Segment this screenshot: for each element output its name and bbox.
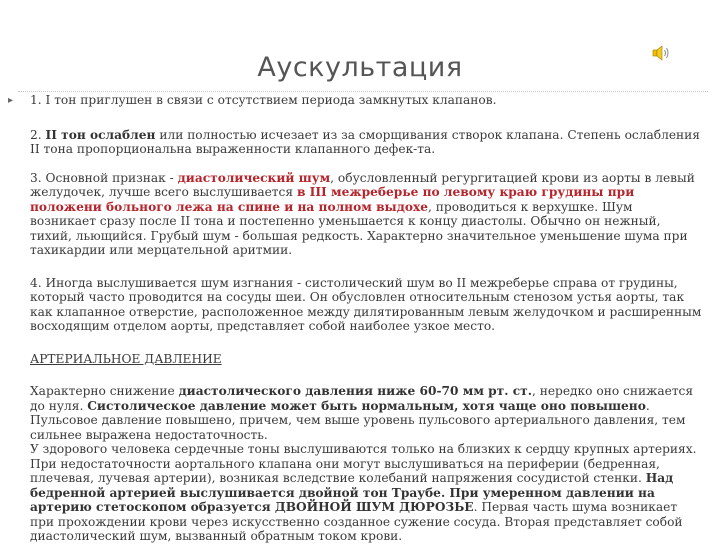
slide-content [30,93,702,544]
p3-lead: 3. Основной признак - [30,170,178,185]
p5-lead: Характерно снижение [30,384,179,398]
p6-lead: У здорового человека сердечные тоны выслушиваются только на близких к сердцу крупных артериях. При недостаточности аортального клапана они могут выслушиваться на периферии (бедренная, плечевая, лучевая артерии), возникая вследствие колебаний напряжения сосудистой стенки. [30,442,697,485]
section-heading-blood-pressure: АРТЕРИАЛЬНОЕ ДАВЛЕНИЕ [30,351,222,366]
p2-emphasis: II тон ослаблен [45,127,156,142]
p3-murmur-name: диастолический шум [177,170,331,185]
paragraph-diastolic-pressure [30,384,702,442]
p5-systolic: Систолическое давление может быть нормальным, хотя чаще оно повышено [87,398,646,413]
p6-traube-durozier: Над бедренной артерией выслушивается двойной тон Траубе. При умеренном давлении на артерию стетоскопом образуется ДВОЙНОЙ ШУМ ДЮРОЗЬЕ [30,471,674,514]
p3-text: , обусловленный регургитацией крови из аорты в левый желудочек, лучше всего выслушивается [30,170,695,199]
triangle-bullet-icon: ▸ [8,95,14,106]
p2-number: 2. [30,127,46,142]
p2-text: или полностью исчезает из за сморщивания створок клапана. Степень ослабления II тона пропорциональна выраженности клапанного дефек-та. [30,127,700,156]
p3-location: в III межреберье по левому краю грудины при положени больного лежа на спине и на полном выдохе [30,185,635,214]
p5-mid: , нередко оно снижается до нуля. [30,384,694,413]
paragraph-ejection-murmur: 4. Иногда выслушивается шум изгнания - систолический шум во II межреберье справа от грудины, который часто проводится на сосуды шеи. Он обусловлен относительным стенозом устья аорты, так как клапанное отверстие, расположенное между дилятированным левым желудочком и расширенным восходящим отделом аорты, представляет собой наиболее узкое место. [30,275,702,333]
speaker-icon[interactable] [652,44,672,62]
paragraph-peripheral-tones [30,442,702,544]
p5-diastolic: диастолического давления ниже 60-70 мм рт. ст. [178,384,532,398]
p5-tail: . Пульсовое давление повышено, причем, чем выше уровень пульсового артериального давления, тем сильнее выражена недостаточность. [30,398,686,442]
slide-title: Аускультация [257,52,463,83]
title-divider [18,91,708,92]
p6-tail: . Первая часть шума возникает при прохождении крови через искусственно созданное сужение сосуда. Вторая представляет собой диастолический шум, вызванный обратным током крови. [30,500,683,543]
paragraph-first-tone: 1. I тон приглушен в связи с отсутствием периода замкнутых клапанов. [30,93,497,107]
paragraph-second-tone [30,128,702,157]
p3-description: , проводиться к верхушке. Шум возникает сразу после II тона и постепенно уменьшается к концу диастолы. Обычно он нежный, тихий, льющийся. Грубый шум - большая редкость. Характерно значительное уменьшение шума при тахикардии или мерцательной аритмии. [30,199,688,257]
paragraph-diastolic-murmur [30,171,702,258]
